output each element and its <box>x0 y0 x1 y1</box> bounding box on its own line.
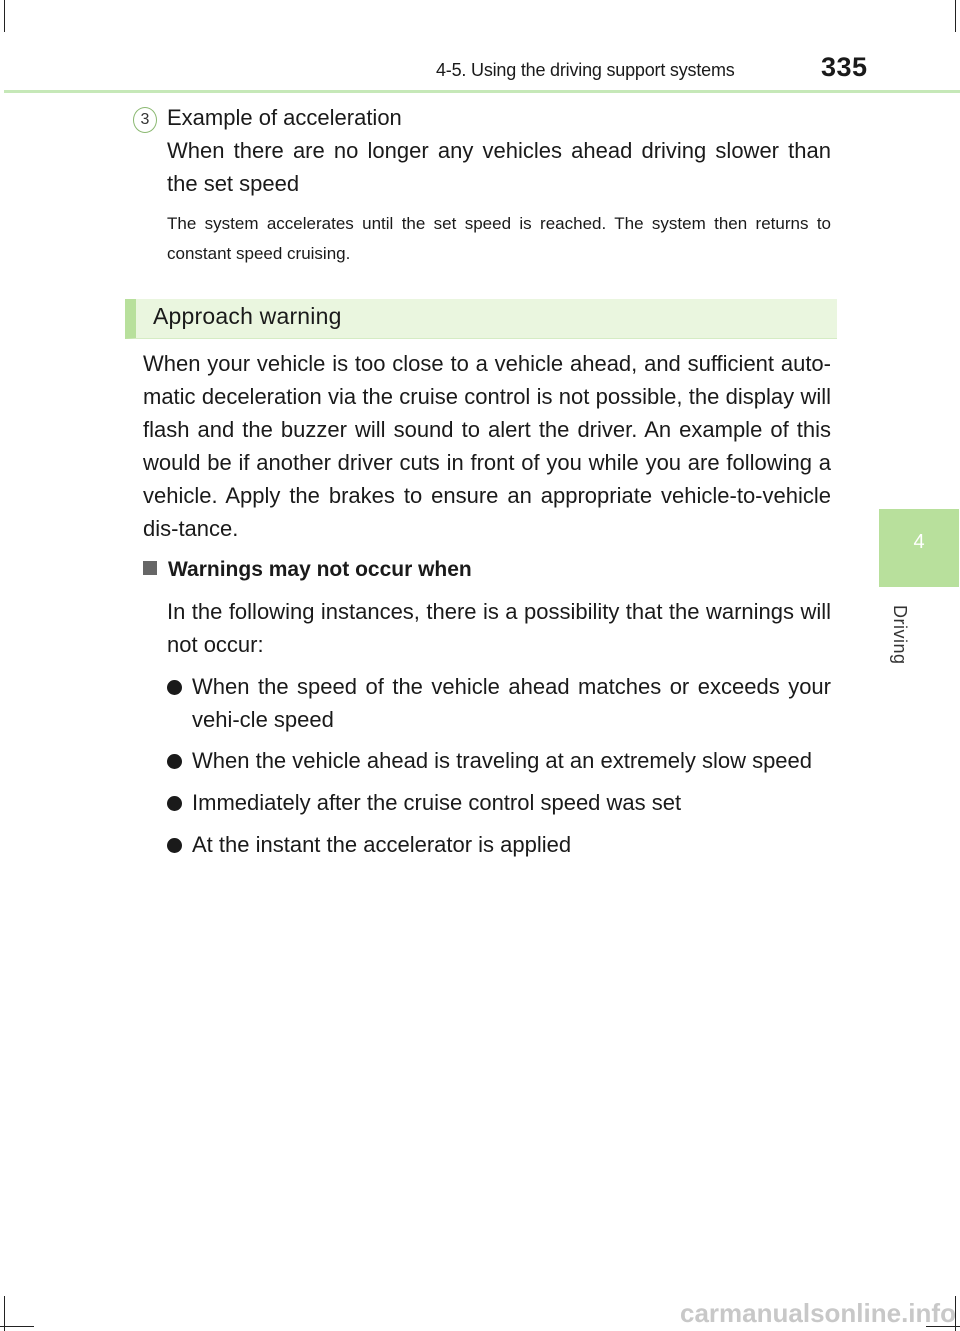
section-title: Approach warning <box>153 303 342 329</box>
watermark-text: carmanualsonline.info <box>680 1298 956 1328</box>
round-bullet-icon <box>167 838 182 853</box>
subsection-title: Warnings may not occur when <box>168 558 472 581</box>
subsection-intro: In the following instances, there is a possibility that the warnings will not occur: <box>167 599 831 657</box>
list-item-text: When the vehicle ahead is traveling at an extremely slow speed <box>192 748 813 773</box>
subsection-heading <box>143 555 472 585</box>
round-bullet-icon <box>167 754 182 769</box>
chapter-number: 4 <box>913 531 925 553</box>
running-header: 4-5. Using the driving support systems <box>436 60 735 80</box>
section-body: When your vehicle is too close to a vehicle ahead, and sufficient auto-matic deceleration via the cruise control is not possible, the display will flash and the buzzer will sound to alert the driver. An example of this would be if another driver cuts in front of you while you are following a vehicle. Apply the brakes to ensure an appropriate vehicle-to-vehicle dis-tance. <box>143 351 831 541</box>
page-number: 335 <box>821 52 868 82</box>
square-bullet-icon <box>143 561 157 575</box>
list-item-text: Immediately after the cruise control speed was set <box>192 790 682 815</box>
list-item <box>167 670 831 736</box>
list-item <box>167 744 831 777</box>
step-title: Example of acceleration <box>167 105 402 130</box>
list-item-text: When the speed of the vehicle ahead matches or exceeds your vehi-cle speed <box>192 674 831 732</box>
round-bullet-icon <box>167 680 182 695</box>
crop-mark <box>0 1326 34 1327</box>
step-body: When there are no longer any vehicles ahead driving slower than the set speed <box>167 138 831 196</box>
header-divider <box>4 90 960 93</box>
crop-mark <box>4 0 5 32</box>
chapter-tab <box>879 509 959 587</box>
chapter-label: Driving <box>890 605 910 665</box>
crop-mark <box>955 0 956 32</box>
section-heading-bar <box>125 299 837 339</box>
list-item <box>167 828 831 861</box>
step-number-badge: 3 <box>133 107 157 133</box>
list-item <box>167 786 831 819</box>
step-note: The system accelerates until the set speed is reached. The system then returns to constant speed cruising. <box>167 214 831 263</box>
round-bullet-icon <box>167 796 182 811</box>
list-item-text: At the instant the accelerator is applied <box>192 832 572 857</box>
